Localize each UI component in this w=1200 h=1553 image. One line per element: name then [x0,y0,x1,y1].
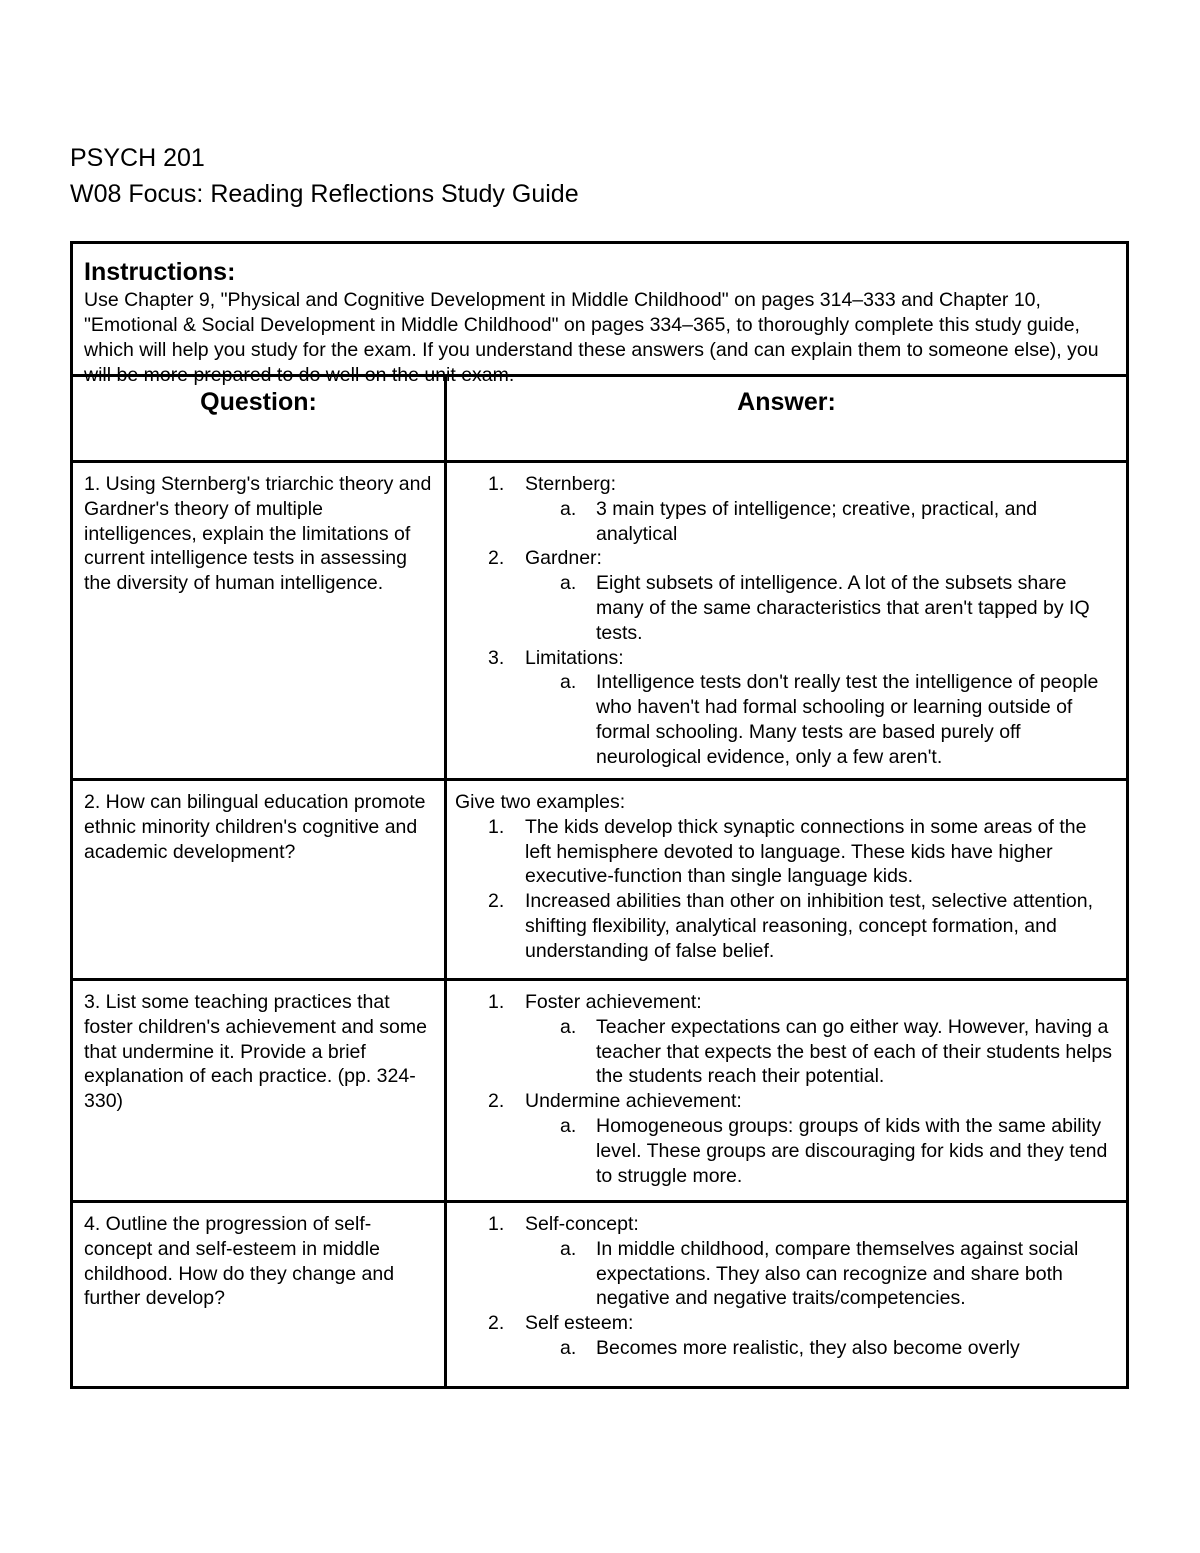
question-cell [72,462,446,780]
sub-item-letter: a. [560,671,577,694]
question-column-header [72,376,446,462]
answer-cell [446,980,1128,1202]
answer-item [488,990,1116,1089]
item-label: The kids develop thick synaptic connections in some areas of the left hemisphere devoted to language. These kids have higher executive-function than single language kids. [525,815,1087,888]
item-label: Gardner: [525,547,602,570]
item-label: Self-concept: [525,1213,639,1235]
item-number: 1. [488,473,505,495]
answer-list [455,1212,1116,1361]
item-number: 2. [488,1312,505,1335]
sub-list [525,1336,1116,1361]
item-label: Foster achievement: [525,991,702,1013]
sub-list [525,1114,1116,1188]
question-text: 1. Using Sternberg's triarchic theory and Gardner's theory of multiple intelligences, explain the limitations of current intelligence tests in assessing the diversity of human intelligence. [84,473,432,595]
study-guide-table [70,241,1129,1389]
question-cell [72,1202,446,1388]
answer-item [488,472,1116,546]
sub-item-text: 3 main types of intelligence; creative, practical, and analytical [596,497,1038,545]
sub-item [560,497,1116,547]
item-label: Increased abilities than other on inhibition test, selective attention, shifting flexibility, analytical reasoning, concept formation, and understanding of false belief. [525,890,1094,962]
question-text: 3. List some teaching practices that foster children's achievement and some that undermine it. Provide a brief explanation of each practice. (pp. 324-330) [84,991,427,1113]
question-cell [72,980,446,1202]
item-label: Sternberg: [525,473,617,495]
sub-item [560,1015,1116,1089]
table-row [72,1202,1128,1388]
answer-cell [446,462,1128,780]
answer-item [488,889,1116,963]
instructions-cell [72,243,1128,386]
question-cell [72,780,446,980]
answer-list [455,815,1116,964]
sub-item-letter: a. [560,1336,577,1359]
table-header-row [72,376,1128,462]
sub-item-letter: a. [560,1114,577,1137]
item-number: 3. [488,646,505,669]
answer-item [488,546,1116,645]
sub-item [560,1237,1116,1311]
sub-list [525,1237,1116,1311]
answer-item [488,1089,1116,1188]
answer-item [488,815,1116,889]
sub-item-text: Homogeneous groups: groups of kids with the same ability level. These groups are discouraging for kids and they tend to struggle more. [596,1114,1108,1187]
instructions-row [72,243,1128,376]
sub-item [560,571,1116,645]
answer-list [455,990,1116,1188]
sub-item [560,1114,1116,1188]
sub-item [560,670,1116,769]
item-label: Undermine achievement: [525,1090,742,1113]
question-text: 2. How can bilingual education promote ethnic minority children's cognitive and academic development? [84,791,426,863]
document-header [70,140,579,212]
answer-item [488,1311,1116,1361]
course-code: PSYCH 201 [70,144,205,172]
question-text: 4. Outline the progression of self-concept and self-esteem in middle childhood. How do they change and further develop? [84,1213,395,1310]
answer-item [488,646,1116,770]
answer-column-header [446,376,1128,462]
sub-item [560,1336,1116,1361]
answer-cell [446,1202,1128,1388]
sub-item-letter: a. [560,497,577,520]
table-row [72,980,1128,1202]
sub-item-text: In middle childhood, compare themselves against social expectations. They also can recognize and share both negative and negative traits/competencies. [596,1237,1079,1310]
item-label: Self esteem: [525,1312,634,1335]
sub-item-text: Intelligence tests don't really test the intelligence of people who haven't had formal schooling or learning outside of formal schooling. Many tests are based purely off neurological evidence, only a few aren't. [596,671,1099,768]
sub-list [525,1015,1116,1089]
answer-header-label: Answer: [737,388,836,416]
item-label: Limitations: [525,646,624,669]
sub-item-letter: a. [560,1015,577,1038]
document-title: W08 Focus: Reading Reflections Study Guide [70,180,579,208]
sub-list [525,670,1116,769]
table-row [72,780,1128,980]
answer-lead: Give two examples: [455,791,626,813]
answer-list [455,472,1116,770]
sub-list [525,497,1116,547]
item-number: 1. [488,1213,505,1235]
sub-list [525,571,1116,645]
table-row [72,462,1128,780]
item-number: 1. [488,815,505,838]
item-number: 2. [488,890,505,913]
sub-item-text: Eight subsets of intelligence. A lot of the subsets share many of the same characteristics that aren't tapped by IQ tests. [596,572,1090,644]
item-number: 1. [488,991,505,1013]
answer-cell [446,780,1128,980]
question-header-label: Question: [200,388,317,416]
item-number: 2. [488,547,505,570]
answer-item [488,1212,1116,1311]
sub-item-text: Becomes more realistic, they also become overly [596,1336,1020,1359]
instructions-text: Use Chapter 9, "Physical and Cognitive Development in Middle Childhood" on pages 314–333 and Chapter 10, "Emotional & Social Development in Middle Childhood" on pages 334–365, to thoroughly complete this study guide, which will help you study for the exam. If you understand these answers (and can explain them to someone else), you will be more prepared to do well on the unit exam. [84,289,1099,386]
instructions-heading: Instructions: [84,258,236,286]
sub-item-text: Teacher expectations can go either way. However, having a teacher that expects the best of each of their students helps the students reach their potential. [596,1015,1112,1088]
sub-item-letter: a. [560,572,577,595]
sub-item-letter: a. [560,1237,577,1260]
item-number: 2. [488,1090,505,1113]
